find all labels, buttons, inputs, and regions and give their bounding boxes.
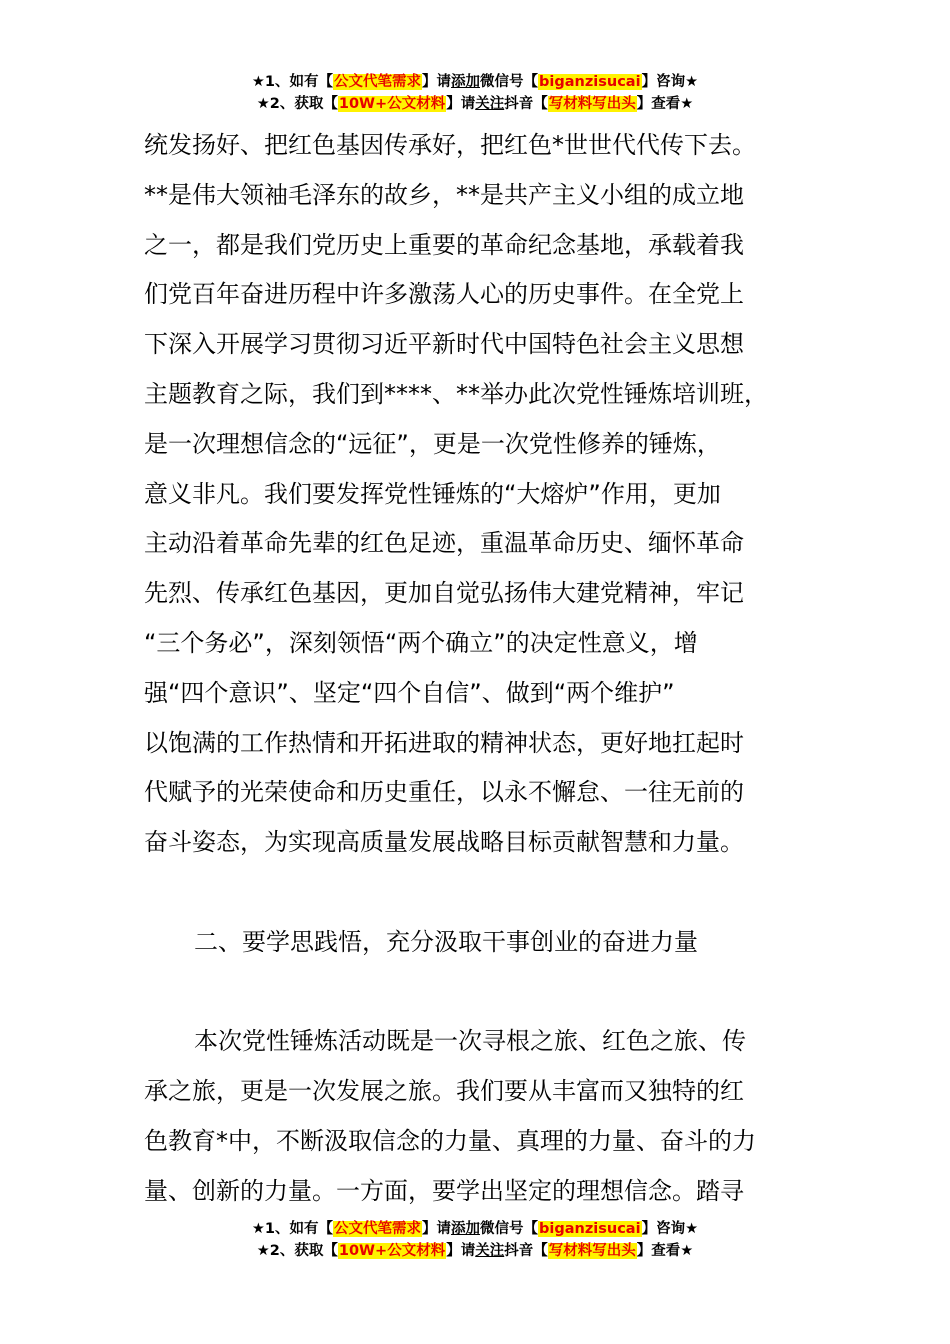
promo-text: ★2、获取【 [256, 1243, 338, 1259]
promo-line-2 [0, 93, 950, 115]
bottom-promo-banner [0, 1218, 950, 1262]
paragraph-2 [144, 1017, 824, 1216]
promo-highlight: 10W+公文材料 [338, 1243, 446, 1259]
promo-highlight: 写材料写出头 [548, 1243, 636, 1259]
section-heading: 二、要学思践悟，充分汲取干事创业的奋进力量 [194, 927, 698, 956]
promo-underlined: 添加 [451, 74, 481, 90]
text-line: 色教育*中，不断汲取信念的力量、真理的力量、奋斗的力 [144, 1126, 756, 1155]
promo-line-1 [0, 71, 950, 93]
text-line: 以饱满的工作热情和开拓进取的精神状态，更好地扛起时 [144, 728, 744, 757]
promo-text: ★1、如有【 [251, 74, 334, 90]
promo-text: 微信号【 [480, 74, 539, 90]
text-line: 主题教育之际，我们到****、**举办此次党性锤炼培训班， [144, 379, 768, 408]
promo-highlight: biganzisucai [539, 1221, 641, 1237]
text-line: 统发扬好、把红色基因传承好，把红色*世世代代传下去。 [144, 131, 756, 159]
promo-text: 】请 [422, 74, 452, 90]
promo-highlight: 10W+公文材料 [338, 96, 446, 112]
promo-highlight: 公文代笔需求 [334, 74, 422, 90]
promo-text: ★1、如有【 [251, 1221, 334, 1237]
text-line: 们党百年奋进历程中许多激荡人心的历史事件。在全党上 [144, 280, 744, 309]
text-line: 主动沿着革命先辈的红色足迹，重温革命历史、缅怀革命 [144, 529, 744, 558]
promo-text: ★2、获取【 [256, 96, 338, 112]
promo-text: 】查看★ [636, 96, 694, 112]
text-line: 代赋予的光荣使命和历史重任，以永不懈怠、一往无前的 [144, 778, 744, 807]
promo-text: 抖音【 [504, 96, 548, 112]
paragraph-1 [144, 121, 824, 868]
promo-text: 】请 [422, 1221, 452, 1237]
text-line: 奋斗姿态，为实现高质量发展战略目标贡献智慧和力量。 [144, 828, 744, 857]
text-line: 承之旅，更是一次发展之旅。我们要从丰富而又独特的红 [144, 1077, 744, 1106]
promo-underlined: 添加 [451, 1221, 481, 1237]
promo-text: 微信号【 [480, 1221, 539, 1237]
promo-underlined: 关注 [475, 96, 505, 112]
text-line: **是伟大领袖毛泽东的故乡，**是共产主义小组的成立地 [144, 180, 744, 209]
text-line: 先烈、传承红色基因，更加自觉弘扬伟大建党精神，牢记 [144, 579, 744, 608]
document-body [144, 121, 824, 1217]
promo-text: 】咨询★ [641, 74, 699, 90]
text-line: 下深入开展学习贯彻习近平新时代中国特色社会主义思想 [144, 330, 744, 359]
text-line: 之一，都是我们党历史上重要的革命纪念基地，承载着我 [144, 230, 744, 259]
promo-text: 】查看★ [636, 1243, 694, 1259]
text-line: 本次党性锤炼活动既是一次寻根之旅、红色之旅、传 [194, 1027, 746, 1056]
text-line: 强“四个意识”、坚定“四个自信”、做到“两个维护” [144, 678, 675, 707]
promo-line-2 [0, 1240, 950, 1262]
promo-text: 】请 [446, 1243, 476, 1259]
promo-text: 】请 [446, 96, 476, 112]
top-promo-banner [0, 71, 950, 115]
text-line: “三个务必”，深刻领悟“两个确立”的决定性意义，增 [144, 628, 698, 657]
text-line: 是一次理想信念的“远征”，更是一次党性修养的锤炼， [144, 429, 721, 458]
promo-line-1 [0, 1218, 950, 1240]
promo-underlined: 关注 [475, 1243, 505, 1259]
promo-highlight: 写材料写出头 [548, 96, 636, 112]
promo-highlight: 公文代笔需求 [334, 1221, 422, 1237]
promo-text: 】咨询★ [641, 1221, 699, 1237]
promo-highlight: biganzisucai [539, 74, 641, 90]
promo-text: 抖音【 [504, 1243, 548, 1259]
text-line: 意义非凡。我们要发挥党性锤炼的“大熔炉”作用，更加 [144, 479, 721, 508]
text-line: 量、创新的力量。一方面，要学出坚定的理想信念。踏寻 [144, 1176, 744, 1205]
